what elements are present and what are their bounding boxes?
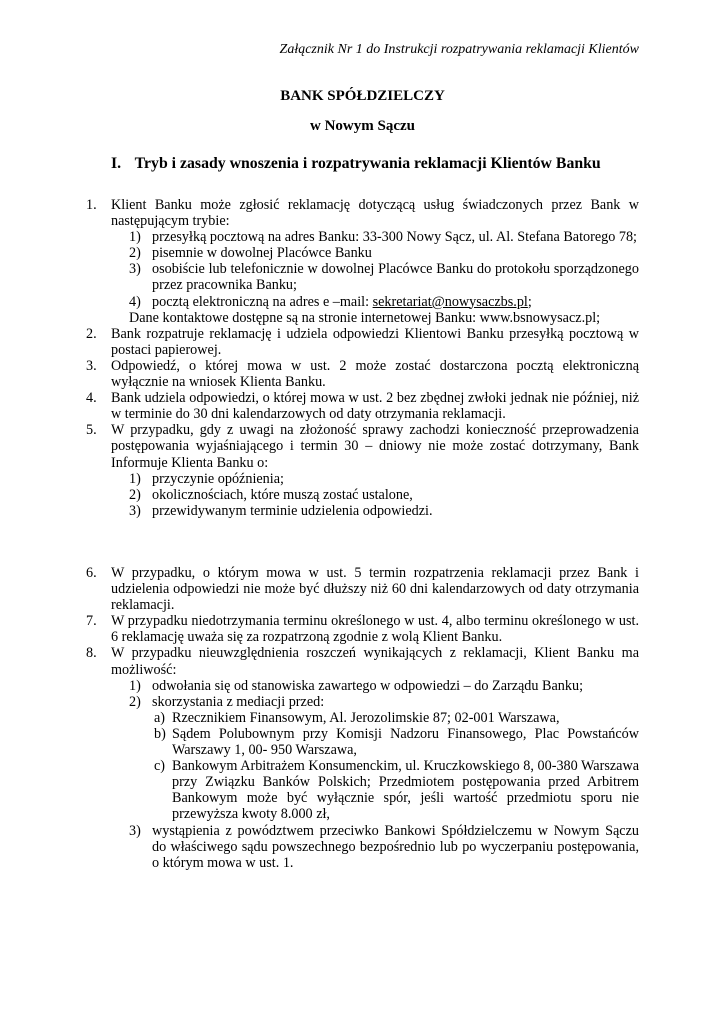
item-text: Bank udziela odpowiedzi, o której mowa w ust. 2 bez zbędnej zwłoki jednak nie później, niż w terminie do 30 dni kalendarzowych od daty otrzymania reklamacji. — [111, 390, 639, 423]
item-text: Bank rozpatruje reklamację i udziela odpowiedzi Klientowi Banku przesyłką pocztową w postaci papierowej. — [111, 325, 639, 358]
item-text: W przypadku, gdy z uwagi na złożoność sprawy zachodzi konieczność przeprowadzenia postępowania wyjaśniającego i termin 30 – dniowy nie może zostać dotrzymany, Bank Informuje Klienta Banku o: — [111, 422, 639, 471]
sub-sub-item-text: Bankowym Arbitrażem Konsumenckim, ul. Kruczkowskiego 8, 00-380 Warszawa przy Związku Banków Polskich; Przedmiotem postępowania przed Arbitrem Bankowym może być wyłącznie spór, jeśli wartość przedmiotu sporu nie przewyższa kwoty 8.000 zł, — [172, 758, 639, 823]
sub-item-5-1 — [0, 471, 725, 487]
item-text: W przypadku nieuwzględnienia roszczeń wynikających z reklamacji, Klient Banku ma możliwość: — [111, 645, 639, 678]
list-item-6 — [0, 565, 725, 613]
sub-item-text: skorzystania z mediacji przed: — [152, 693, 325, 710]
item-number: 4. — [86, 390, 97, 407]
sub-sub-item-text: Rzecznikiem Finansowym, Al. Jerozolimskie 87; 02-001 Warszawa, — [172, 709, 560, 726]
sub-item-number: 1) — [129, 229, 141, 246]
item-number: 5. — [86, 422, 97, 439]
sub-item-8-3 — [0, 823, 725, 871]
email-link[interactable]: sekretariat@nowysaczbs.pl — [372, 293, 528, 310]
item-number: 1. — [86, 197, 97, 213]
item-number: 7. — [86, 613, 97, 630]
sub-item-text: przyczynie opóźnienia; — [152, 470, 284, 487]
sub-item-text: odwołania się od stanowiska zawartego w odpowiedzi – do Zarządu Banku; — [152, 677, 584, 694]
list-item-3 — [0, 358, 725, 390]
reclamation-rules-list-b — [0, 565, 725, 871]
email-intro: pocztą elektroniczną na adres e –mail: — [152, 293, 373, 310]
sub-item-number: 3) — [129, 502, 141, 519]
sub-item-1-1 — [0, 229, 725, 245]
sub-item-8-1 — [0, 678, 725, 694]
sub-sub-item-text: Sądem Polubownym przy Komisji Nadzoru Finansowego, Plac Powstańców Warszawy 1, 00- 950 Warszawa, — [172, 725, 639, 759]
sub-item-1-4 — [0, 294, 725, 310]
sub-item-text — [152, 294, 639, 310]
sub-item-text: okolicznościach, które muszą zostać ustalone, — [152, 486, 413, 503]
section-number: I. — [111, 155, 122, 172]
sub-item-8-2-a — [0, 710, 725, 726]
list-item-1 — [0, 197, 725, 229]
sub-item-8-2 — [0, 694, 725, 710]
sub-item-number: 2) — [129, 693, 141, 710]
sub-item-number: 2) — [129, 245, 141, 262]
sub-item-number: 3) — [129, 822, 141, 839]
sub-sub-item-letter: c) — [154, 758, 166, 775]
sub-item-5-2 — [0, 487, 725, 503]
sub-item-5-3 — [0, 503, 725, 519]
sub-item-text: przesyłką pocztową na adres Banku: 33-300 Nowy Sącz, ul. Al. Stefana Batorego 78; — [152, 229, 637, 246]
sub-item-number: 4) — [129, 293, 141, 310]
item-number: 2. — [86, 325, 97, 342]
sub-item-text: wystąpienia z powództwem przeciwko Bankowi Spółdzielczemu w Nowym Sączu do właściwego sądu powszechnego bezpośrednio lub po wyczerpaniu postępowania, o którym mowa w ust. 1. — [152, 822, 639, 871]
item-number: 6. — [86, 565, 97, 581]
sub-item-text: osobiście lub telefonicznie w dowolnej Placówce Banku do protokołu sporządzonego przez pracownika Banku; — [152, 261, 639, 294]
item-number: 8. — [86, 645, 97, 662]
sub-item-8-2-c — [0, 758, 725, 822]
item-text: W przypadku, o którym mowa w ust. 5 termin rozpatrzenia reklamacji przez Bank i udzielenia odpowiedzi nie może być dłuższy niż 60 dni kalendarzowych od daty otrzymania reklamacji. — [111, 565, 639, 614]
annex-reference: Załącznik Nr 1 do Instrukcji rozpatrywania reklamacji Klientów — [279, 42, 639, 57]
sub-item-number: 1) — [129, 677, 141, 694]
sub-item-1-2 — [0, 245, 725, 261]
item-text: Odpowiedź, o której mowa w ust. 2 może zostać dostarczona pocztą elektroniczną wyłącznie na wniosek Klienta Banku. — [111, 357, 639, 391]
sub-item-text: przewidywanym terminie udzielenia odpowiedzi. — [152, 502, 433, 519]
contact-note: Dane kontaktowe dostępne są na stronie internetowej Banku: www.bsnowysacz.pl; — [129, 309, 601, 326]
list-item-2 — [0, 326, 725, 358]
bank-city: w Nowym Sączu — [310, 118, 415, 134]
section-title-text: Tryb i zasady wnoszenia i rozpatrywania reklamacji Klientów Banku — [134, 155, 601, 172]
list-item-5 — [0, 422, 725, 470]
sub-item-text: pisemnie w dowolnej Placówce Banku — [152, 245, 372, 262]
item-number: 3. — [86, 357, 97, 374]
sub-item-number: 2) — [129, 486, 141, 503]
item-text: W przypadku niedotrzymania terminu określonego w ust. 4, albo terminu określonego w ust. 6 reklamację uważa się za rozpatrzoną zgodnie z wolą Klient Banku. — [111, 613, 639, 646]
list-item-7 — [0, 613, 725, 645]
list-item-4 — [0, 390, 725, 422]
list-item-8 — [0, 645, 725, 677]
bank-name: BANK SPÓŁDZIELCZY — [280, 88, 445, 104]
sub-item-number: 1) — [129, 470, 141, 487]
sub-item-1-3 — [0, 261, 725, 293]
sub-sub-item-letter: b) — [154, 725, 166, 742]
sub-sub-item-letter: a) — [154, 709, 166, 726]
item-text: Klient Banku może zgłosić reklamację dotyczącą usług świadczonych przez Bank w następującym trybie: — [111, 197, 639, 230]
section-heading — [111, 156, 601, 172]
sub-item-number: 3) — [129, 261, 141, 278]
reclamation-rules-list-a — [0, 197, 725, 519]
email-suffix: ; — [527, 293, 532, 310]
sub-item-8-2-b — [0, 726, 725, 758]
